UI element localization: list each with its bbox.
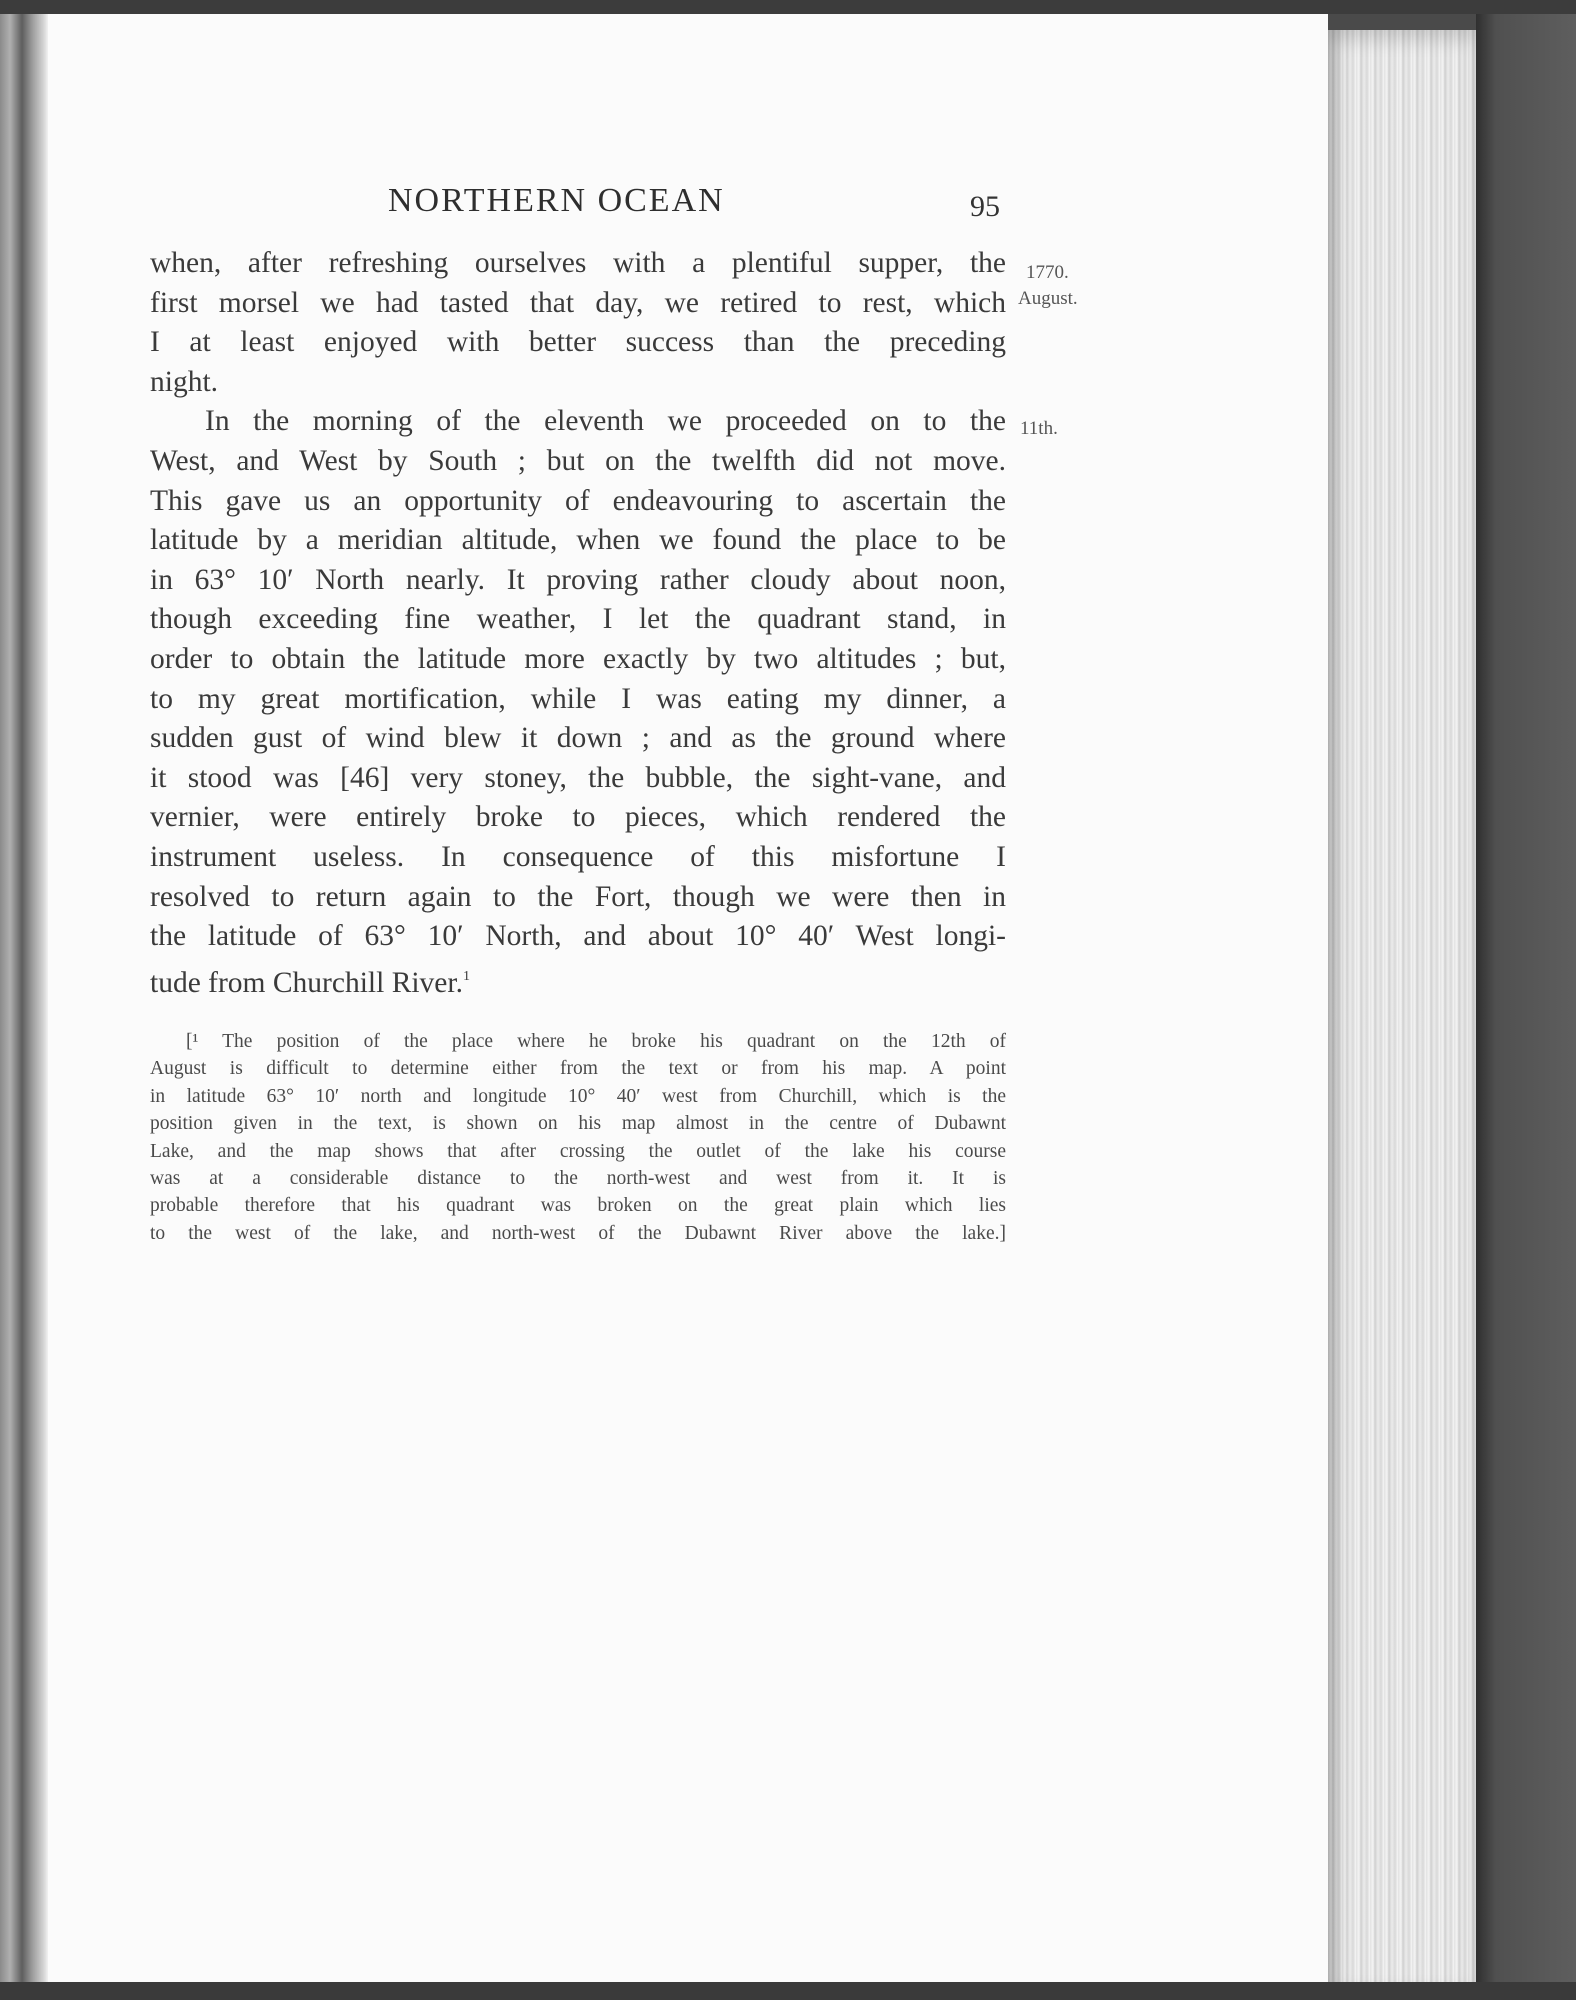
margin-note-day: 11th. <box>1020 418 1058 439</box>
scan-right-border <box>1476 14 1576 1982</box>
text-line: West, and West by South ; but on the twelfth did not move. <box>150 444 1006 477</box>
text-line: when, after refreshing ourselves with a plentiful supper, the <box>150 247 1006 279</box>
text-line: to my great mortification, while I was eating my dinner, a <box>150 682 1006 715</box>
footnote-line: [¹ The position of the place where he broke his quadrant on the 12th of <box>186 1031 1006 1052</box>
text-line: the latitude of 63° 10′ North, and about 10° 40′ West longi- <box>150 920 1006 953</box>
text-line: in 63° 10′ North nearly. It proving rather cloudy about noon, <box>150 563 1006 596</box>
text-line: vernier, were entirely broke to pieces, which rendered the <box>150 801 1006 834</box>
footnote-line: August is difficult to determine either from the text or from his map. A point <box>150 1058 1006 1080</box>
text-line: it stood was [46] very stoney, the bubble, the sight-vane, and <box>150 761 1006 794</box>
text-line-last <box>150 957 1006 1004</box>
body-text <box>150 244 1006 1003</box>
text-line: first morsel we had tasted that day, we retired to rest, which <box>150 286 1006 319</box>
footnote-line: probable therefore that his quadrant was broken on the great plain which lies <box>150 1195 1006 1217</box>
text-line: This gave us an opportunity of endeavouring to ascertain the <box>150 484 1006 517</box>
text-line: tude from Churchill River. <box>150 966 463 999</box>
page-number: 95 <box>970 190 1000 223</box>
footnote-line: position given in the text, is shown on his map almost in the centre of Dubawnt <box>150 1113 1006 1135</box>
scan-top-border <box>0 0 1576 14</box>
footnote-line: was at a considerable distance to the north-west and west from it. It is <box>150 1168 1006 1190</box>
page-edges-stack <box>1328 30 1476 1982</box>
text-line: latitude by a meridian altitude, when we found the place to be <box>150 524 1006 557</box>
footnote-line: in latitude 63° 10′ north and longitude 10° 40′ west from Churchill, which is the <box>150 1085 1006 1107</box>
footnote-line: to the west of the lake, and north-west of the Dubawnt River above the lake.] <box>150 1222 1006 1244</box>
text-line: order to obtain the latitude more exactly by two altitudes ; but, <box>150 642 1006 675</box>
margin-note-month: August. <box>1018 288 1078 309</box>
text-line: night. <box>150 365 219 398</box>
text-line: resolved to return again to the Fort, though we were then in <box>150 880 1006 913</box>
paragraph-2 <box>150 402 1006 1003</box>
running-head-title: NORTHERN OCEAN <box>388 182 725 219</box>
text-line: In the morning of the eleventh we proceeded on to the <box>205 405 1006 438</box>
footnote <box>150 1028 1006 1247</box>
paragraph-1 <box>150 244 1006 402</box>
text-line: instrument useless. In consequence of this misfortune I <box>150 840 1006 873</box>
margin-note-year: 1770. <box>1026 262 1069 283</box>
scan-bottom-border <box>0 1982 1576 2000</box>
text-line: though exceeding fine weather, I let the quadrant stand, in <box>150 603 1006 636</box>
book-binding-left <box>0 14 48 1982</box>
text-line: I at least enjoyed with better success than the preceding <box>150 326 1006 359</box>
page-edges-shadow <box>1328 30 1348 1982</box>
footnote-reference[interactable]: 1 <box>462 968 470 984</box>
footnote-line: Lake, and the map shows that after crossing the outlet of the lake his course <box>150 1140 1006 1162</box>
text-line: sudden gust of wind blew it down ; and as the ground where <box>150 722 1006 755</box>
